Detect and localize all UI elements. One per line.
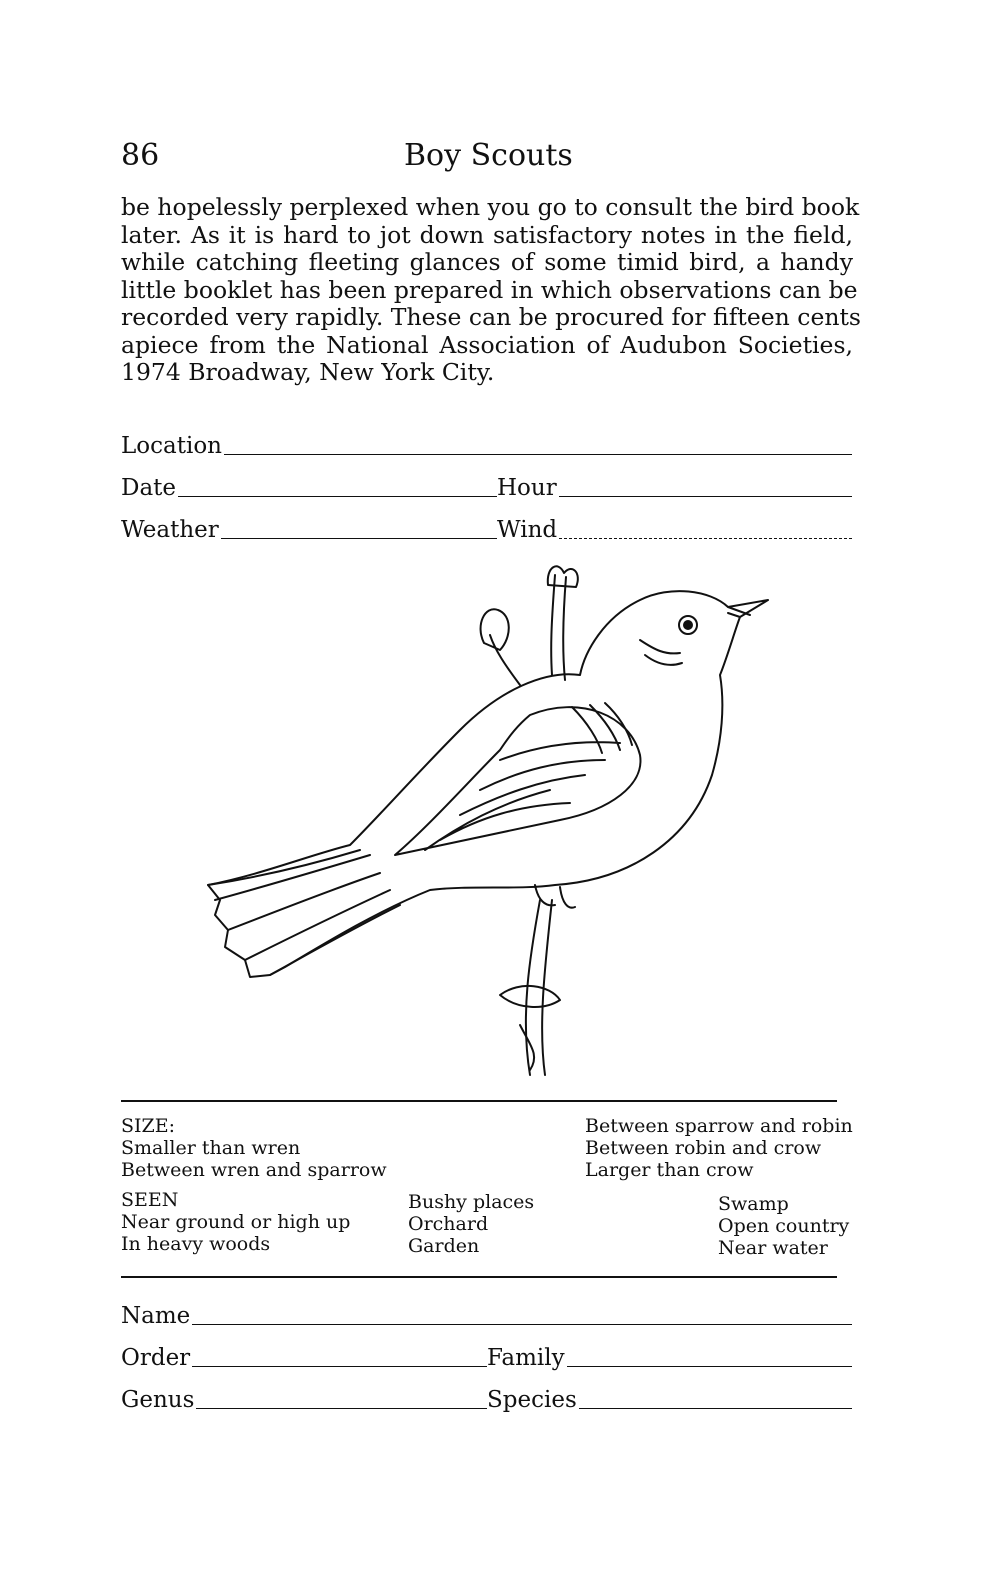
location-line[interactable] — [224, 454, 852, 455]
wind-field[interactable] — [497, 512, 852, 542]
hour-field[interactable] — [497, 470, 852, 500]
name-label: Name — [121, 1303, 191, 1329]
genus-species-row — [121, 1382, 852, 1412]
size-option[interactable]: Between robin and crow — [585, 1137, 822, 1159]
seen-heading: SEEN — [121, 1189, 179, 1211]
size-left-column — [121, 1115, 387, 1181]
body-line: apiece from the National Association of Audubon Societies, — [121, 330, 853, 359]
body-line: be hopelessly perplexed when you go to consult the bird book — [121, 193, 860, 221]
date-label: Date — [121, 475, 177, 501]
body-paragraph — [121, 193, 861, 387]
size-option[interactable]: Between sparrow and robin — [585, 1115, 853, 1137]
weather-label: Weather — [121, 517, 219, 543]
seen-option[interactable]: Near ground or high up — [121, 1211, 351, 1233]
body-line: while catching fleeting glances of some timid bird, a handy — [121, 248, 853, 276]
weather-field[interactable] — [121, 512, 497, 542]
name-row — [121, 1298, 852, 1328]
genus-field[interactable] — [121, 1382, 487, 1412]
hour-label: Hour — [497, 475, 557, 501]
branch — [551, 575, 566, 680]
bird-wing — [395, 707, 640, 855]
location-row — [121, 428, 852, 458]
body-line: recorded very rapidly. These can be procured for fifteen cents — [121, 303, 861, 331]
size-option[interactable]: Larger than crow — [585, 1159, 754, 1181]
seen-option[interactable]: Swamp — [718, 1193, 789, 1215]
order-label: Order — [121, 1345, 191, 1371]
bird-body — [208, 591, 768, 977]
running-title: Boy Scouts — [404, 138, 573, 173]
size-option[interactable]: Between wren and sparrow — [121, 1159, 387, 1181]
species-field[interactable] — [487, 1382, 852, 1412]
family-field[interactable] — [487, 1340, 852, 1370]
date-hour-row — [121, 470, 852, 500]
seen-option[interactable]: Bushy places — [408, 1191, 535, 1213]
section-rule-top — [121, 1100, 837, 1102]
body-line: little booklet has been prepared in which observations can be — [121, 275, 858, 304]
seen-option[interactable]: Garden — [408, 1235, 480, 1257]
seen-option[interactable]: Near water — [718, 1237, 828, 1259]
seen-column-2 — [408, 1191, 534, 1257]
species-line[interactable] — [579, 1408, 852, 1409]
size-right-column — [585, 1115, 853, 1181]
family-label: Family — [487, 1345, 565, 1371]
weather-line[interactable] — [221, 538, 497, 539]
family-line[interactable] — [567, 1366, 852, 1367]
wind-line[interactable] — [559, 538, 852, 539]
hour-line[interactable] — [559, 496, 852, 497]
body-line: 1974 Broadway, New York City. — [121, 358, 495, 386]
seen-option[interactable]: Open country — [718, 1215, 850, 1237]
seen-option[interactable]: Orchard — [408, 1213, 489, 1235]
date-line[interactable] — [178, 496, 497, 497]
order-line[interactable] — [192, 1366, 487, 1367]
order-family-row — [121, 1340, 852, 1370]
name-field[interactable] — [121, 1298, 852, 1328]
location-field[interactable] — [121, 428, 852, 458]
wind-label: Wind — [497, 517, 558, 543]
order-field[interactable] — [121, 1340, 487, 1370]
location-label: Location — [121, 433, 222, 459]
branch-node — [500, 986, 560, 1007]
section-rule-bottom — [121, 1276, 837, 1278]
date-field[interactable] — [121, 470, 497, 500]
seen-option[interactable]: In heavy woods — [121, 1233, 271, 1255]
bird-illustration — [200, 555, 780, 1080]
size-option[interactable]: Smaller than wren — [121, 1137, 301, 1159]
genus-line[interactable] — [196, 1408, 487, 1409]
seen-column-3 — [718, 1193, 849, 1259]
weather-wind-row — [121, 512, 852, 542]
bud-top — [548, 566, 578, 587]
seen-column-1 — [121, 1189, 350, 1255]
body-line: later. As it is hard to jot down satisfactory notes in the field, — [121, 220, 853, 249]
size-heading: SIZE: — [121, 1115, 175, 1137]
page-number: 86 — [121, 138, 160, 173]
bird-feet — [535, 885, 575, 908]
bird-tail — [208, 850, 400, 975]
genus-label: Genus — [121, 1387, 195, 1413]
species-label: Species — [487, 1387, 577, 1413]
name-line[interactable] — [192, 1324, 852, 1325]
